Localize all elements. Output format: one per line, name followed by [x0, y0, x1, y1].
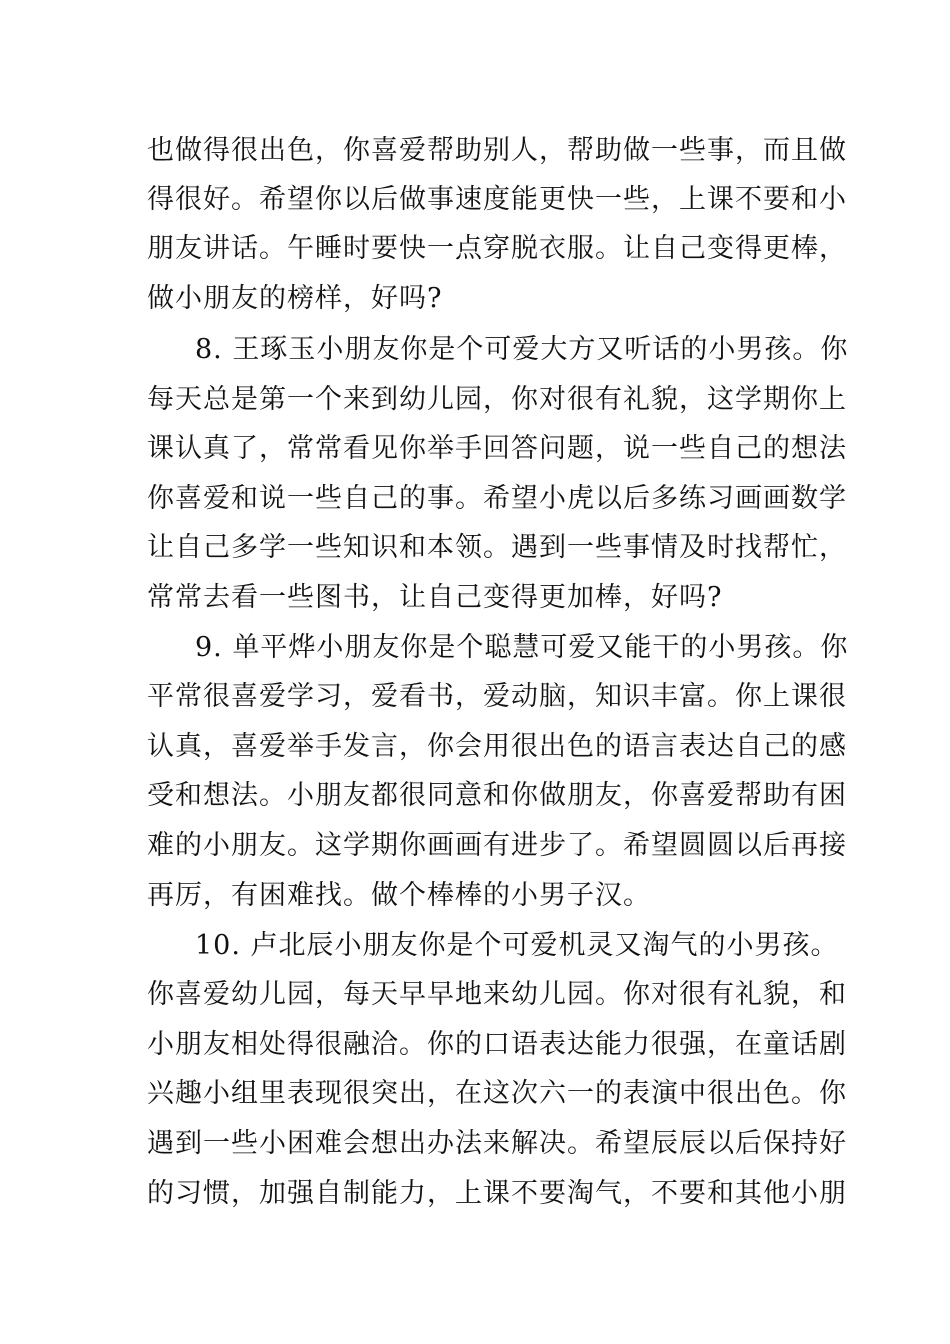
text-line: 也做得很出色，你喜爱帮助别人，帮助做一些事，而且做	[147, 135, 847, 166]
text-line: 遇到一些小困难会想出办法来解决。希望辰辰以后保持好	[147, 1128, 847, 1159]
paragraph-8-first-line: 8. 王琢玉小朋友你是个可爱大方又听话的小男孩。你	[195, 334, 849, 365]
text-line: 做小朋友的榜样，好吗?	[147, 283, 443, 314]
paragraph-10-first-line: 10. 卢北辰小朋友你是个可爱机灵又淘气的小男孩。	[195, 930, 839, 961]
text-line: 的习惯，加强自制能力，上课不要淘气，不要和其他小朋	[147, 1178, 847, 1209]
text-line: 你喜爱幼儿园，每天早早地来幼儿园。你对很有礼貌，和	[147, 979, 847, 1010]
text-line: 你喜爱和说一些自己的事。希望小虎以后多练习画画数学	[147, 483, 847, 514]
text-line: 课认真了，常常看见你举手回答问题，说一些自己的想法	[147, 433, 847, 464]
text-line: 让自己多学一些知识和本领。遇到一些事情及时找帮忙，	[147, 532, 847, 563]
text-line: 再厉，有困难找。做个棒棒的小男子汉。	[147, 880, 651, 911]
text-line: 兴趣小组里表现很突出，在这次六一的表演中很出色。你	[147, 1078, 847, 1109]
text-line: 平常很喜爱学习，爱看书，爱动脑，知识丰富。你上课很	[147, 681, 847, 712]
text-line: 难的小朋友。这学期你画画有进步了。希望圆圆以后再接	[147, 830, 847, 861]
text-line: 每天总是第一个来到幼儿园，你对很有礼貌，这学期你上	[147, 384, 847, 415]
paragraph-9-first-line: 9. 单平烨小朋友你是个聪慧可爱又能干的小男孩。你	[195, 632, 849, 663]
text-line: 得很好。希望你以后做事速度能更快一些，上课不要和小	[147, 184, 847, 215]
text-line: 受和想法。小朋友都很同意和你做朋友，你喜爱帮助有困	[147, 780, 847, 811]
text-line: 朋友讲话。午睡时要快一点穿脱衣服。让自己变得更棒，	[147, 233, 847, 264]
text-line: 小朋友相处得很融洽。你的口语表达能力很强，在童话剧	[147, 1029, 847, 1060]
text-line: 常常去看一些图书，让自己变得更加棒，好吗?	[147, 582, 723, 613]
text-line: 认真，喜爱举手发言，你会用很出色的语言表达自己的感	[147, 731, 847, 762]
